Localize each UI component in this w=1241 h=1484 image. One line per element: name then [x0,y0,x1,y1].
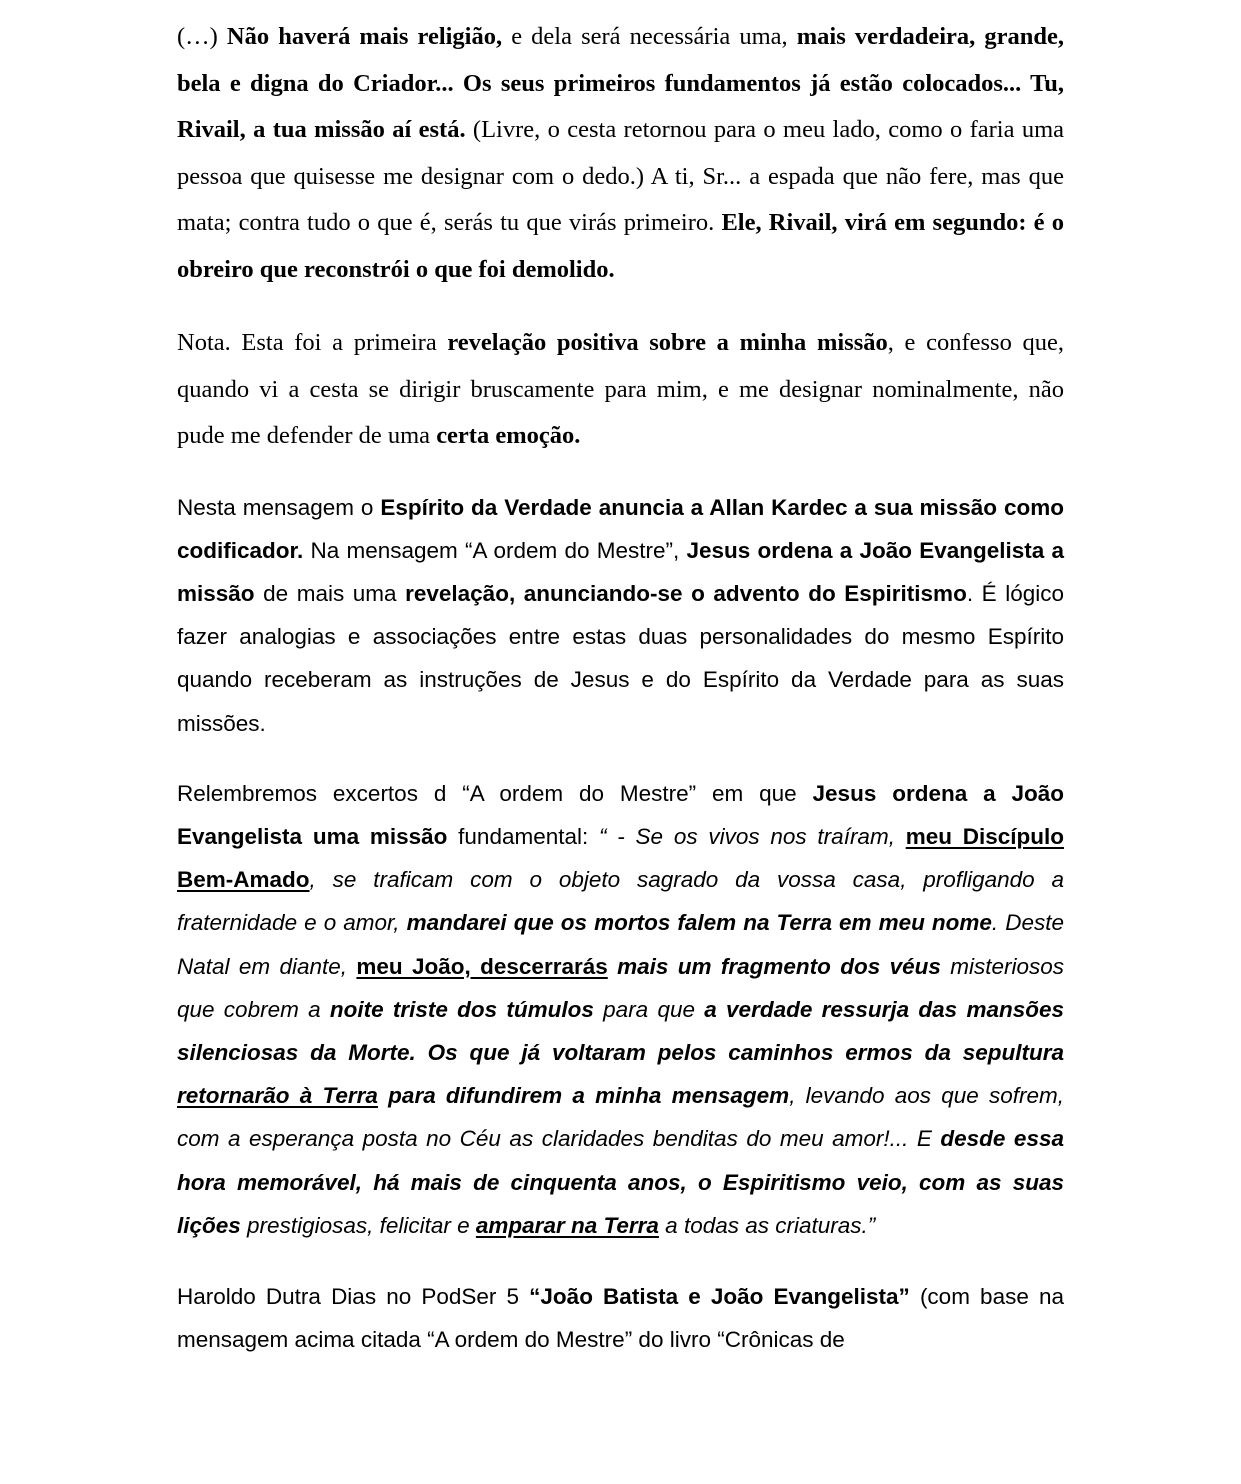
text-run: mais verdadeira, grande, bela e digna do Criador... Os seus primeiros fundamentos já estão colocados... Tu, Rivail, a tua missão aí está. [177,23,1065,143]
text-run: para difundirem a minha mensagem [377,1083,790,1109]
paragraph-ordem-do-mestre-excerpt [177,772,1064,1247]
text-run: Na mensagem “A ordem do Mestre”, [303,537,687,563]
text-run: retornarão à Terra [177,1083,378,1109]
text-run: mandarei que os mortos falem na Terra em meu nome [406,910,992,936]
text-run: Relembremos excertos d “A ordem do Mestre” em que [177,780,813,806]
text-run: meu João, descerrarás [356,953,608,979]
text-run: amparar na Terra [475,1212,659,1238]
text-run: a verdade ressurja das mansões silenciosas da Morte. Os que já voltaram pelos caminhos ermos da sepultura [177,996,1064,1065]
text-run: noite triste dos túmulos [329,996,594,1022]
text-run: Jesus ordena a João Evangelista uma missão [177,780,1064,849]
text-run: . É lógico fazer analogias e associações entre estas duas personalidades do mesmo Espírito quando receberam as instruções de Jesus e do Espírito da Verdade para as suas missões. [177,580,1064,736]
text-run: misteriosos que cobrem a [177,953,1065,1022]
text-run: de mais uma [254,580,406,606]
paragraph-haroldo-dutra-dias [177,1275,1064,1361]
text-run: , se traficam com o objeto sagrado da vossa casa, profligando a fraternidade e o amor, [177,867,1064,936]
text-run: desde essa hora memorável, há mais de cinquenta anos, o Espiritismo veio, com as suas lições [177,1126,1064,1238]
text-run: “João Batista e João Evangelista” [529,1283,910,1309]
text-run: para que [593,996,705,1022]
text-run: revelação, anunciando-se o advento do Espiritismo [405,580,967,606]
paragraph-revelation-quote [177,14,1064,293]
text-run: certa emoção. [436,422,581,449]
paragraph-mensagem-analysis [177,486,1064,745]
text-run: a todas as criaturas.” [658,1212,876,1238]
text-run: (com base na mensagem acima citada “A ordem do Mestre” do livro “Crônicas de [177,1283,1065,1353]
text-run: Espírito da Verdade anuncia a Allan Kardec a sua missão como codificador. [177,494,1064,563]
text-run: (Livre, o cesta retornou para o meu lado, como o faria uma pessoa que quisesse me designar com o dedo.) A ti, Sr... a espada que não fere, mas que mata; contra tudo o que é, serás tu que virás primeiro. [177,116,1064,236]
text-run: Ele, Rivail, virá em segundo: é o obreiro que reconstrói o que foi demolido. [177,209,1064,283]
text-run: meu Discípulo Bem-Amado [177,823,1065,893]
document-page [177,14,1064,1361]
text-run: Nota. Esta foi a primeira [177,329,448,356]
text-run: prestigiosas, felicitar e [240,1212,476,1238]
text-run: Não haverá mais religião, [226,23,503,50]
text-run: revelação positiva sobre a minha missão [447,329,888,356]
text-run: mais um fragmento dos véus [607,953,941,979]
text-run: , levando aos que sofrem, com a esperança posta no Céu as claridades benditas do meu amor!... E [177,1083,1064,1152]
text-run: Nesta mensagem o [177,494,381,520]
text-run: Haroldo Dutra Dias no PodSer 5 [177,1283,530,1309]
text-run: fundamental: [447,823,600,849]
text-run: (…) [177,23,227,50]
text-run: “ - Se os vivos nos traíram, [599,823,906,849]
text-run: . Deste Natal em diante, [177,910,1065,979]
paragraph-nota [177,320,1064,460]
text-run: e dela será necessária uma, [502,23,797,50]
text-run: Jesus ordena a João Evangelista a missão [177,537,1064,606]
text-run: , e confesso que, quando vi a cesta se dirigir bruscamente para mim, e me designar nominalmente, não pude me defender de uma [177,329,1064,449]
